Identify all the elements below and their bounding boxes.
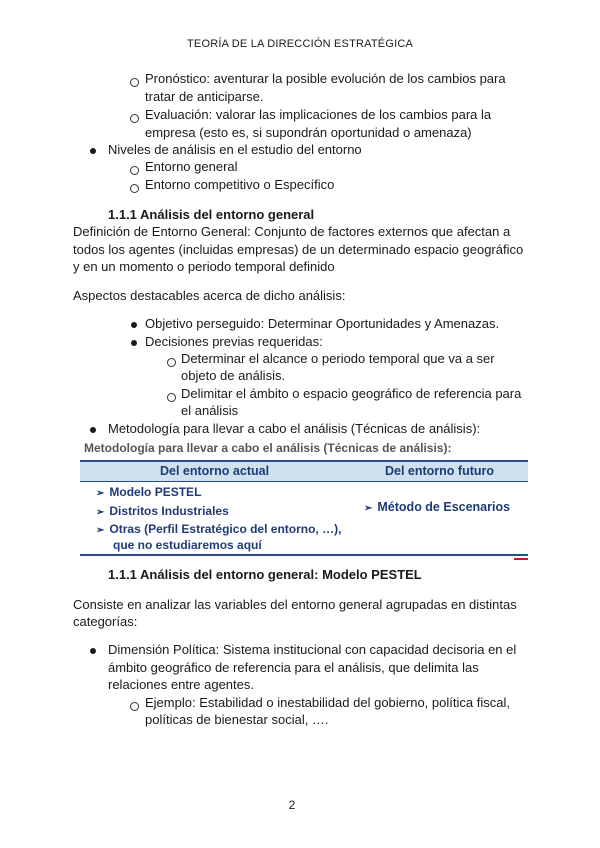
metodologia-text: Metodología para llevar a cabo el análisis (Técnicas de análisis): [108,421,481,436]
politica-line-3: relaciones entre agentes. [108,677,254,692]
evaluacion-line-2: empresa (esto es, si supondrán oportunidad o amenaza) [145,125,472,140]
aspectos-text: Aspectos destacables acerca de dicho análisis: [73,288,346,303]
table-item: ➢ Distritos Industriales [96,504,229,518]
bullet-icon [131,340,137,346]
table-bottom-rule [80,554,528,556]
table-red-mark [514,558,528,560]
niveles-label: Niveles de análisis en el estudio del entorno [108,142,362,157]
bullet-icon [90,148,96,154]
page-number: 2 [288,798,296,812]
col-entorno-actual: Del entorno actual [160,464,270,478]
arrow-icon: ➢ [364,503,373,514]
pronostico-line-2: tratar de anticiparse. [145,89,264,104]
pestel-intro-line-1: Consiste en analizar las variables del entorno general agrupadas en distintas [73,597,517,612]
bullet-icon [131,322,137,328]
section-heading: 1.1.1 Análisis del entorno general: Modelo PESTEL [108,567,422,582]
col-entorno-futuro: Del entorno futuro [385,464,495,478]
hollow-bullet-icon [167,358,176,367]
hollow-bullet-icon [167,393,176,402]
bullet-icon [90,648,96,654]
bullet-icon [90,427,96,433]
hollow-bullet-icon [130,184,139,193]
decisiones-text: Decisiones previas requeridas: [145,334,323,349]
ambito-line-2: el análisis [181,403,239,418]
table-cut-caption: Metodología para llevar a cabo el análisis (Técnicas de análisis): [84,441,452,455]
definition-line-1: Definición de Entorno General: Conjunto de factores externos que afectan a [73,224,511,239]
ejemplo-line-2: políticas de bienestar social, …. [145,712,329,727]
table-item: ➢ Método de Escenarios [364,500,511,514]
hollow-bullet-icon [130,114,139,123]
hollow-bullet-icon [130,702,139,711]
politica-line-2: ámbito geográfico de referencia para el análisis, que delimita las [108,660,479,675]
pronostico-line-1: Pronóstico: aventurar la posible evolución de los cambios para [145,71,506,86]
table-header [80,460,528,482]
alcance-line-1: Determinar el alcance o periodo temporal que va a ser [181,351,495,366]
nivel-item: Entorno general [145,159,238,174]
table-item-continued: que no estudiaremos aquí [113,538,262,552]
definition-line-3: y en un momento o periodo temporal definido [73,259,335,274]
definition-line-2: todos los agentes (incluidas empresas) de un determinado espacio geográfico [73,242,524,257]
section-heading: 1.1.1 Análisis del entorno general [108,207,315,222]
nivel-item: Entorno competitivo o Específico [145,177,335,192]
pestel-intro-line-2: categorías: [73,614,138,629]
politica-line-1: Dimensión Política: Sistema institucional con capacidad decisoria en el [108,642,517,657]
arrow-icon: ➢ [96,488,105,499]
evaluacion-line-1: Evaluación: valorar las implicaciones de los cambios para la [145,107,492,122]
hollow-bullet-icon [130,78,139,87]
table-item: ➢ Modelo PESTEL [96,485,202,499]
page-header-title: TEORÍA DE LA DIRECCIÓN ESTRATÉGICA [186,38,414,50]
ambito-line-1: Delimitar el ámbito o espacio geográfico de referencia para [181,386,522,401]
alcance-line-2: objeto de análisis. [181,368,286,383]
techniques-table [80,441,528,558]
ejemplo-line-1: Ejemplo: Estabilidad o inestabilidad del gobierno, política fiscal, [145,695,510,710]
arrow-icon: ➢ [96,525,105,536]
hollow-bullet-icon [130,166,139,175]
table-item: ➢ Otras (Perfil Estratégico del entorno, …), [96,522,342,536]
objetivo-text: Objetivo perseguido: Determinar Oportunidades y Amenazas. [145,316,500,331]
arrow-icon: ➢ [96,507,105,518]
